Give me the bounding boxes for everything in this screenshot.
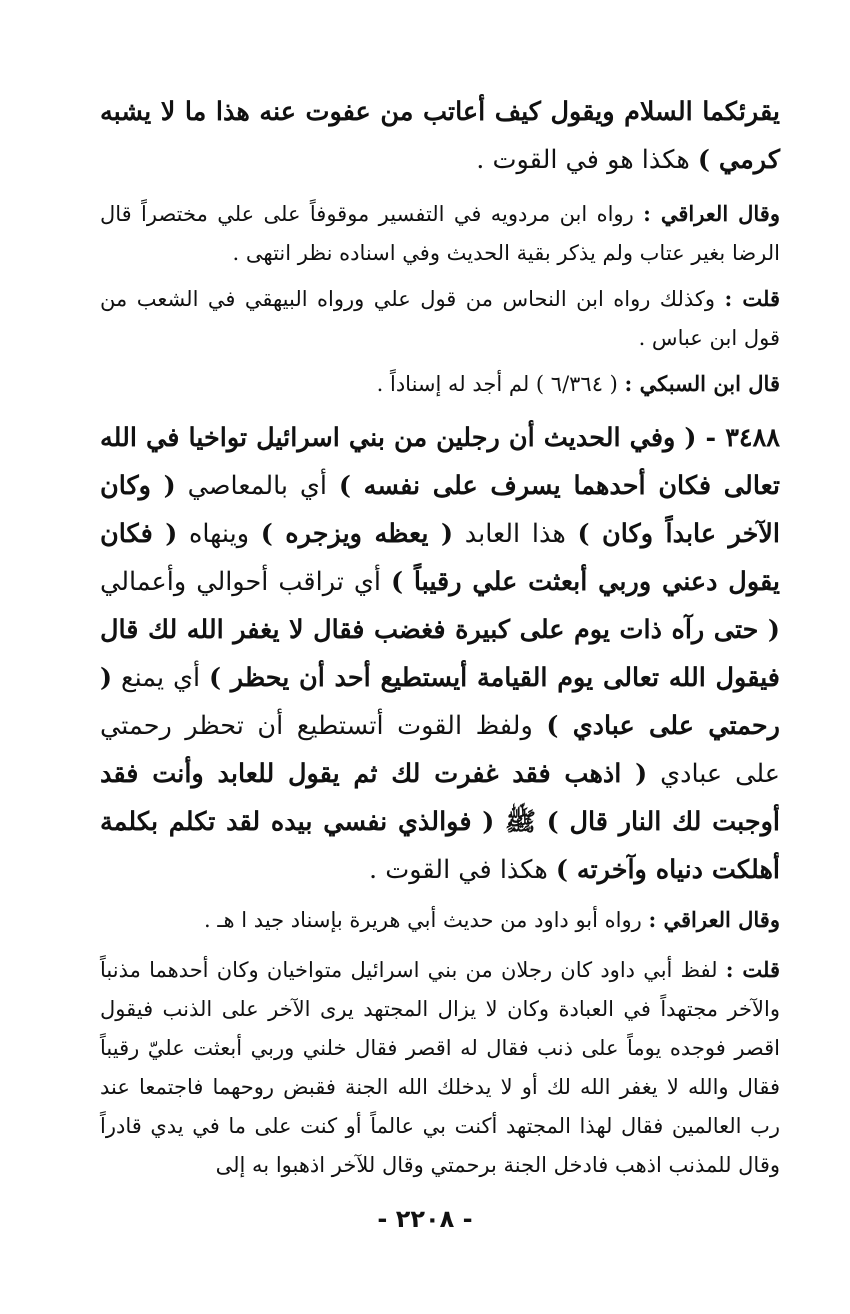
speaker-label: قال ابن السبكي : [624, 371, 780, 396]
hadith-text: ( حتى رآه ذات يوم على كبيرة فغضب فقال لا يغفر الله لك قال فيقول الله تعالى يوم القيامة أيستطيع أحد أن يحظر ) [100, 615, 781, 693]
commentary: أي تراقب أحوالي وأعمالي [100, 567, 392, 597]
paragraph-iraqi-2 [100, 900, 780, 940]
commentary: أي بالمعاصي [175, 471, 339, 501]
speaker-label: قلت : [725, 957, 780, 982]
paragraph-iraqi-1 [100, 194, 780, 273]
paragraph-text: وكذلك رواه ابن النحاس من قول علي ورواه البيهقي في الشعب من قول ابن عباس . [100, 287, 780, 350]
speaker-label: وقال العراقي : [648, 907, 780, 932]
commentary: أي يمنع [112, 663, 210, 693]
paragraph-qultu-2 [100, 950, 780, 1185]
hadith-text: ( اذهب فقد غفرت لك ثم يقول للعابد وأنت فقد أوجبت لك النار قال ) ﷺ ( فوالذي نفسي بيده لقد تكلم بكلمة أهلكت دنياه وآخرته ) [100, 759, 780, 885]
paragraph-text: رواه أبو داود من حديث أبي هريرة بإسناد جيد ا هـ . [204, 908, 649, 932]
book-page [100, 88, 780, 1288]
paragraph-text: لفظ أبي داود كان رجلان من بني اسرائيل متواخيان وكان أحدهما مذنباً والآخر مجتهداً في العبادة وكان لا يزال المجتهد يرى الآخر على الذنب فيقول اقصر فوجده يوماً على ذنب فقال له اقصر فقال خلني وربي أبعثت عليّ رقيباً فقال والله لا يغفر الله لك أو لا يدخلك الله الجنة فقبض روحهما فاجتمعا عند رب العالمين فقال لهذا المجتهد أكنت بي عالماً أو كنت على ما في يدي قادراً وقال للمذنب اذهب فادخل الجنة برحمتي وقال للآخر اذهبوا به إلى [100, 958, 780, 1177]
source-note: هكذا هو في القوت . [476, 145, 698, 175]
commentary: هكذا في القوت . [369, 855, 556, 885]
hadith-text: ( يعظه ويزجره ) [260, 519, 454, 549]
commentary: هذا العابد [453, 519, 578, 549]
paragraph-subki [100, 364, 780, 404]
paragraph-text: رواه ابن مردويه في التفسير موقوفاً على علي مختصراً قال الرضا بغير عتاب ولم يذكر بقية الحديث وفي اسناده نظر انتهى . [100, 202, 780, 265]
paragraph-text: ( ٦/٣٦٤ ) لم أجد له إسناداً . [376, 372, 625, 396]
page-number: - ٢٢٠٨ - [377, 1205, 473, 1233]
paragraph-qultu-1 [100, 279, 780, 358]
paragraph-continuation [100, 88, 780, 184]
commentary: وينهاه [177, 519, 261, 549]
hadith-text: ( وكان الآخر عابداً وكان ) [100, 471, 780, 549]
hadith-text: ٣٤٨٨ - ( وفي الحديث أن رجلين من بني اسرائيل تواخيا في الله تعالى فكان أحدهما يسرف على نفسه ) [100, 423, 780, 501]
speaker-label: وقال العراقي : [643, 201, 780, 226]
hadith-text: ( رحمتي على عبادي ) [100, 663, 780, 741]
hadith-3488 [100, 414, 780, 894]
commentary: ولفظ القوت أتستطيع أن تحظر رحمتي على عبادي [100, 711, 780, 789]
speaker-label: قلت : [724, 286, 780, 311]
hadith-text-end: يقرئكما السلام ويقول كيف أعاتب من عفوت عنه هذا ما لا يشبه كرمي ) [100, 97, 780, 175]
hadith-text: ( فكان يقول دعني وربي أبعثت علي رقيباً ) [100, 519, 780, 597]
